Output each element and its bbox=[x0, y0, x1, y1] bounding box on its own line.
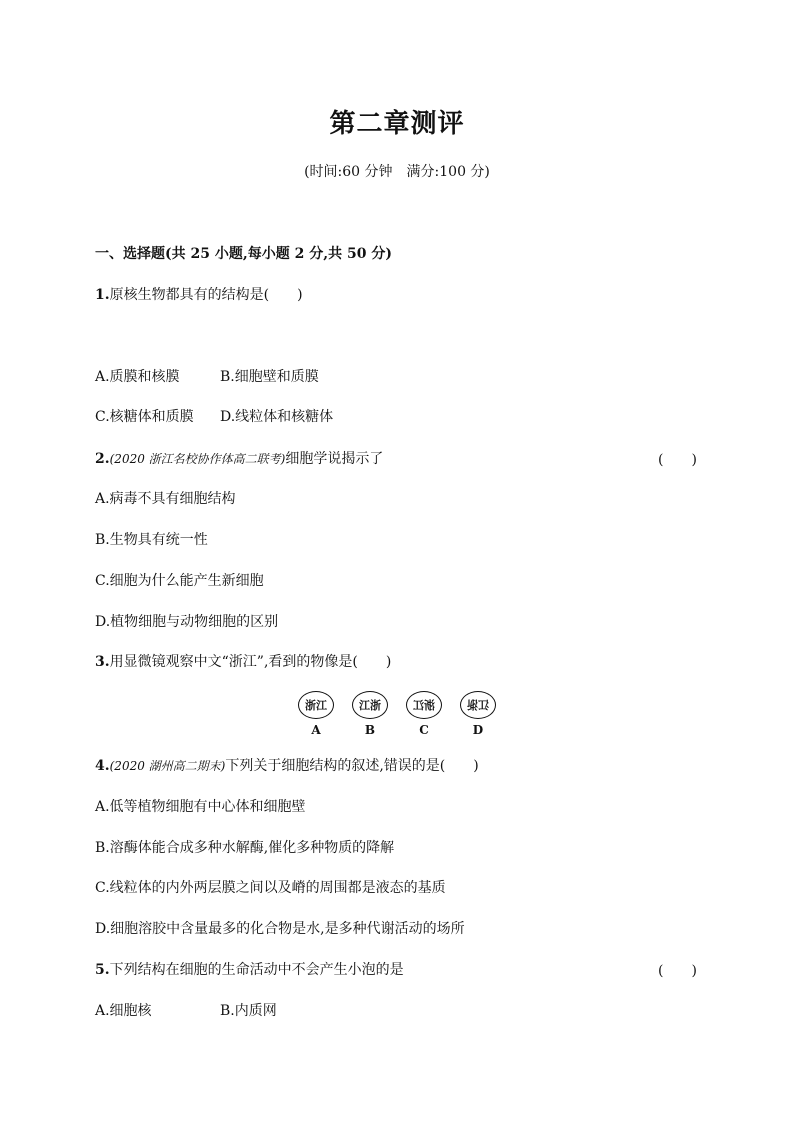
image-option-a: 浙江 bbox=[298, 691, 334, 719]
image-label-d: D bbox=[472, 723, 484, 737]
image-label-a: A bbox=[311, 723, 321, 737]
option-b: B.溶酶体能合成多种水解酶,催化多种物质的降解 bbox=[95, 840, 395, 856]
section-heading: 一、选择题(共 25 小题,每小题 2 分,共 50 分) bbox=[95, 246, 392, 262]
question-1 bbox=[95, 285, 303, 305]
option-a: A.低等植物细胞有中心体和细胞壁 bbox=[95, 799, 306, 815]
question-text: 细胞学说揭示了 bbox=[285, 451, 384, 467]
question-number: 5. bbox=[95, 962, 110, 978]
image-option-d: 江浙 bbox=[460, 691, 496, 719]
option-b: B.细胞壁和质膜 bbox=[220, 369, 319, 385]
image-option-b: 江浙 bbox=[352, 691, 388, 719]
question-5 bbox=[95, 960, 404, 980]
exam-info: (时间:60 分钟 满分:100 分) bbox=[304, 164, 490, 180]
image-label-b: B bbox=[364, 723, 376, 737]
option-a: A.细胞核 bbox=[95, 1003, 152, 1019]
option-a: A.病毒不具有细胞结构 bbox=[95, 491, 236, 507]
option-c: C.细胞为什么能产生新细胞 bbox=[95, 573, 264, 589]
question-text: 用显微镜观察中文“浙江”,看到的物像是( ) bbox=[109, 654, 392, 670]
question-number: 1. bbox=[95, 287, 110, 303]
microscope-image-options bbox=[296, 691, 502, 741]
question-text: 下列关于细胞结构的叙述,错误的是( ) bbox=[225, 758, 479, 774]
question-text: 原核生物都具有的结构是( ) bbox=[109, 287, 303, 303]
question-number: 2. bbox=[95, 451, 110, 467]
option-a: A.质膜和核膜 bbox=[95, 369, 180, 385]
image-option-c: 浙江 bbox=[406, 691, 442, 719]
question-text: 下列结构在细胞的生命活动中不会产生小泡的是 bbox=[109, 962, 404, 978]
option-c: C.核糖体和质膜 bbox=[95, 409, 194, 425]
question-source: (2020 湖州高二期末) bbox=[109, 759, 226, 773]
option-b: B.生物具有统一性 bbox=[95, 532, 208, 548]
question-number: 4. bbox=[95, 758, 110, 774]
question-4 bbox=[95, 756, 479, 776]
page-title: 第二章测评 bbox=[329, 109, 465, 139]
question-2 bbox=[95, 449, 383, 469]
answer-parenthesis: ( ) bbox=[658, 452, 697, 468]
question-3 bbox=[95, 652, 391, 672]
option-d: D.植物细胞与动物细胞的区别 bbox=[95, 614, 279, 630]
option-d: D.细胞溶胶中含量最多的化合物是水,是多种代谢活动的场所 bbox=[95, 921, 465, 937]
option-b: B.内质网 bbox=[220, 1003, 277, 1019]
question-source: (2020 浙江名校协作体高二联考) bbox=[109, 452, 286, 466]
image-label-c: C bbox=[419, 723, 429, 737]
answer-parenthesis: ( ) bbox=[658, 963, 697, 979]
question-number: 3. bbox=[95, 654, 110, 670]
option-c: C.线粒体的内外两层膜之间以及嵴的周围都是液态的基质 bbox=[95, 880, 446, 896]
option-d: D.线粒体和核糖体 bbox=[220, 409, 334, 425]
